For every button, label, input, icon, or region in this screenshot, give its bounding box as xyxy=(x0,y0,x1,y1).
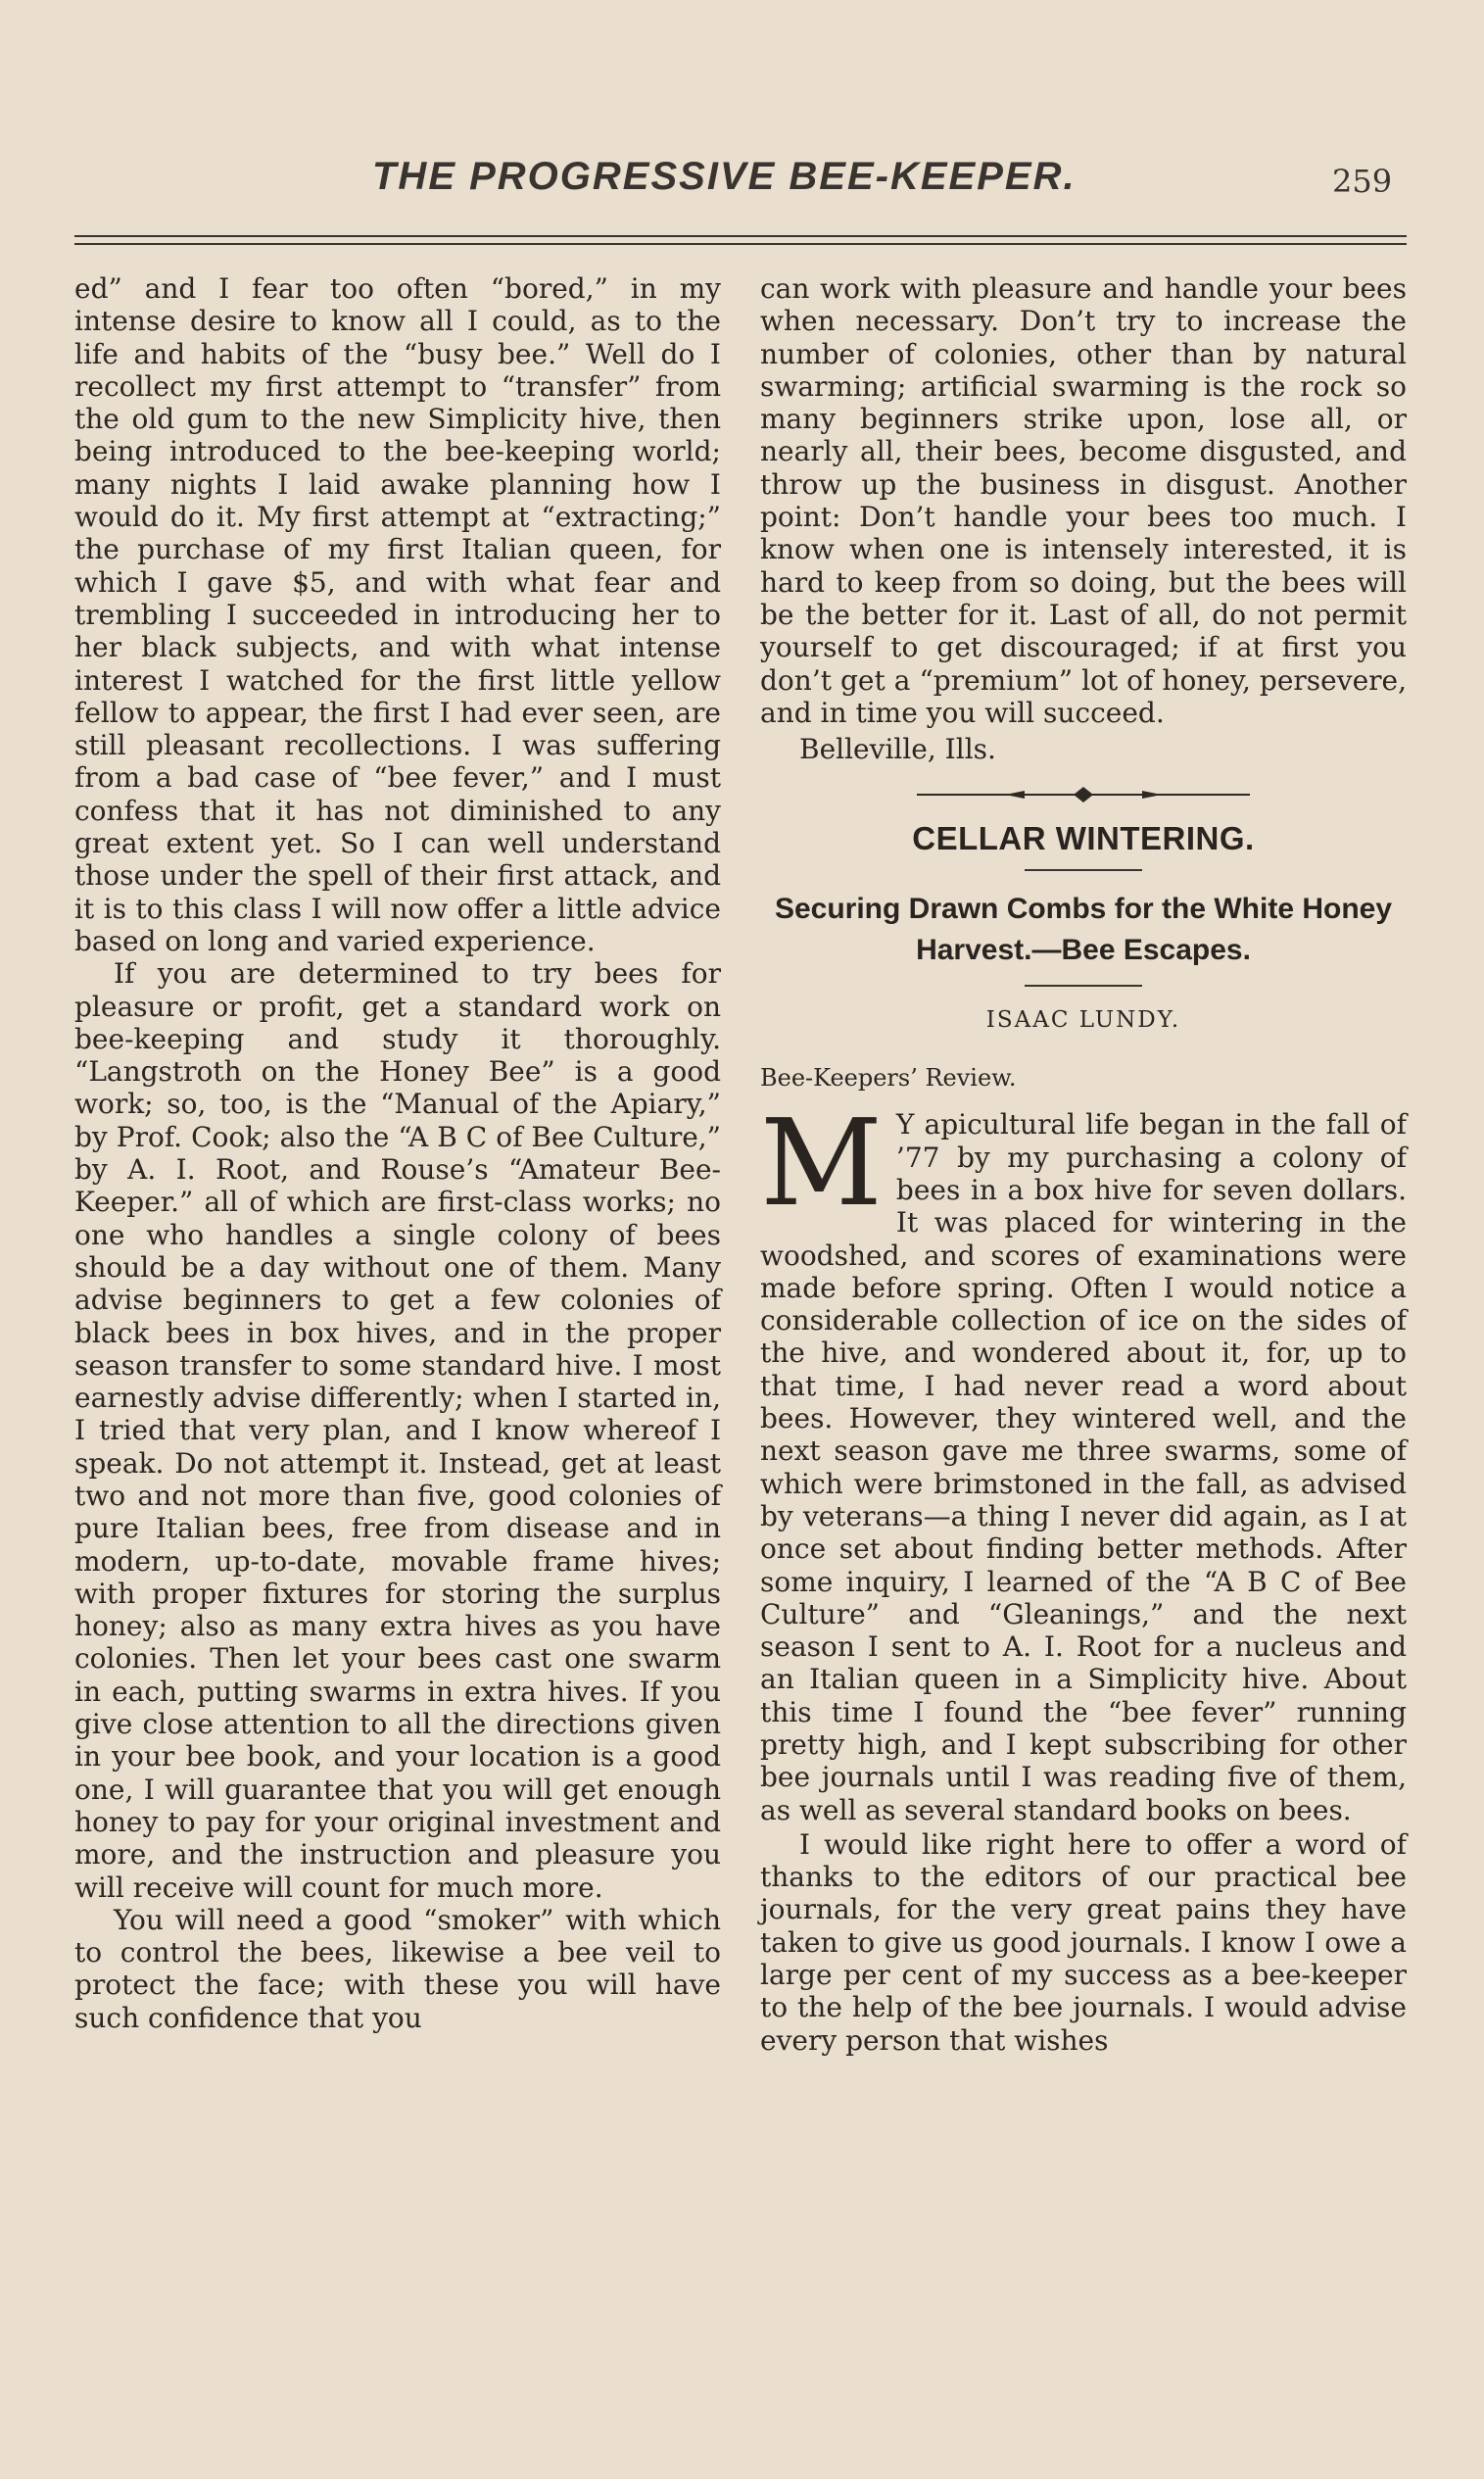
left-paragraph-2: If you are determined to try bees for pleasure or profit, get a standard work on bee-keeping and study it thoroughly. “Langstroth on the Honey Bee” is a good work; so, too, is the “Manual of the Apiary,” by Prof. Cook; also the “A B C of Bee Culture,” by A. I. Root, and Rouse’s “Amateur Bee-Keeper.” all of which are first-class works; no one who handles a single colony of bees should be a day without one of them. Many advise beginners to get a few colonies of black bees in box hives, and in the proper season transfer to some standard hive. I most earnestly advise differently; when I started in, I tried that very plan, and I know whereof I speak. Do not attempt it. Instead, get at least two and not more than five, good colonies of pure Italian bees, free from disease and in modern, up-to-date, movable frame hives; with proper fixtures for storing the surplus honey; also as many extra hives as you have colonies. Then let your bees cast one swarm in each, putting swarms in extra hives. If you give close attention to all the directions given in your bee book, and your location is a good one, I will guarantee that you will get enough honey to pay for your original investment and more, and the instruction and pleasure you will receive will count for much more. xyxy=(74,957,721,1904)
header-rule xyxy=(74,235,1407,237)
left-column xyxy=(74,272,721,2034)
section-divider-ornament xyxy=(878,783,1289,806)
running-title: THE PROGRESSIVE BEE-KEEPER. xyxy=(372,155,1077,198)
article-subtitle: Securing Drawn Combs for the White Honey Harvest.—Bee Escapes. xyxy=(774,892,1393,966)
left-paragraph-3: You will need a good “smoker” with which to control the bees, likewise a bee veil to protect the face; with these you will have such confidence that you xyxy=(74,1903,721,2034)
left-paragraph-1: ed” and I fear too often “bored,” in my intense desire to know all I could, as to the life and habits of the “busy bee.” Well do I recollect my first attempt to “transfer” from the old gum to the new Simplicity hive, then being introduced to the bee-keeping world; many nights I laid awake planning how I would do it. My first attempt at “extracting;” the purchase of my first Italian queen, for which I gave $5, and with what fear and trembling I succeeded in introducing her to her black subjects, and with what intense interest I watched for the first little yellow fellow to appear, the first I had ever seen, are still pleasant recollections. I was suffering from a bad case of “bee fever,” and I must confess that it has not diminished to any great extent yet. So I can well understand those under the spell of their first attack, and it is to this class I will now offer a little advice based on long and varied experience. xyxy=(74,272,721,957)
page-number: 259 xyxy=(1332,163,1393,200)
right-column xyxy=(760,272,1407,2057)
author-byline: ISAAC LUNDY. xyxy=(985,1006,1181,1033)
subtitle-rule xyxy=(1025,985,1142,987)
first-paragraph-text: Y apicultural life began in the fall of ’77 by my purchasing a colony of bees in a box hive for seven dollars. It was placed for wintering in the woodshed, and scores of examinations were made before spring. Often I would notice a considerable collection of ice on the sides of the hive, and wondered about it, for, up to that time, I had never read a word about bees. However, they wintered well, and the next season gave me three swarms, some of which were brimstoned in the fall, as advised by veterans—a thing I never did again, as I at once set about finding better methods. After some inquiry, I learned of the “A B C of Bee Culture” and “Gleanings,” and the next season I sent to A. I. Root for a nucleus and an Italian queen in a Simplicity hive. About this time I found the “bee fever” running pretty high, and I kept subscribing for other bee journals until I was reading five of them, as well as several standard books on bees. xyxy=(760,1108,1407,1826)
source-credit: Bee-Keepers’ Review. xyxy=(760,1064,1017,1093)
signoff-location: Belleville, Ills. xyxy=(799,733,996,766)
article-second-paragraph: I would like right here to offer a word of thanks to the editors of our practical bee journals, for the very great pains they have taken to give us good journals. I know I owe a large per cent of my success as a bee-keeper to the help of the bee journals. I would advise every person that wishes xyxy=(760,1827,1407,2057)
article-first-paragraph xyxy=(760,1094,1407,1826)
article-title: CELLAR WINTERING. xyxy=(912,820,1255,857)
drop-cap: M xyxy=(760,1094,883,1234)
header-rule-secondary xyxy=(74,243,1407,245)
title-rule xyxy=(1025,869,1142,871)
right-continuation-paragraph: can work with pleasure and handle your bees when necessary. Don’t try to increase the number of colonies, other than by natural swarming; artificial swarming is the rock so many beginners strike upon, lose all, or nearly all, their bees, become disgusted, and throw up the business in disgust. Another point: Don’t handle your bees too much. I know when one is intensely interested, it is hard to keep from so doing, but the bees will be the better for it. Last of all, do not permit yourself to get discouraged; if at first you don’t get a “premium” lot of honey, persevere, and in time you will succeed. xyxy=(760,272,1407,729)
